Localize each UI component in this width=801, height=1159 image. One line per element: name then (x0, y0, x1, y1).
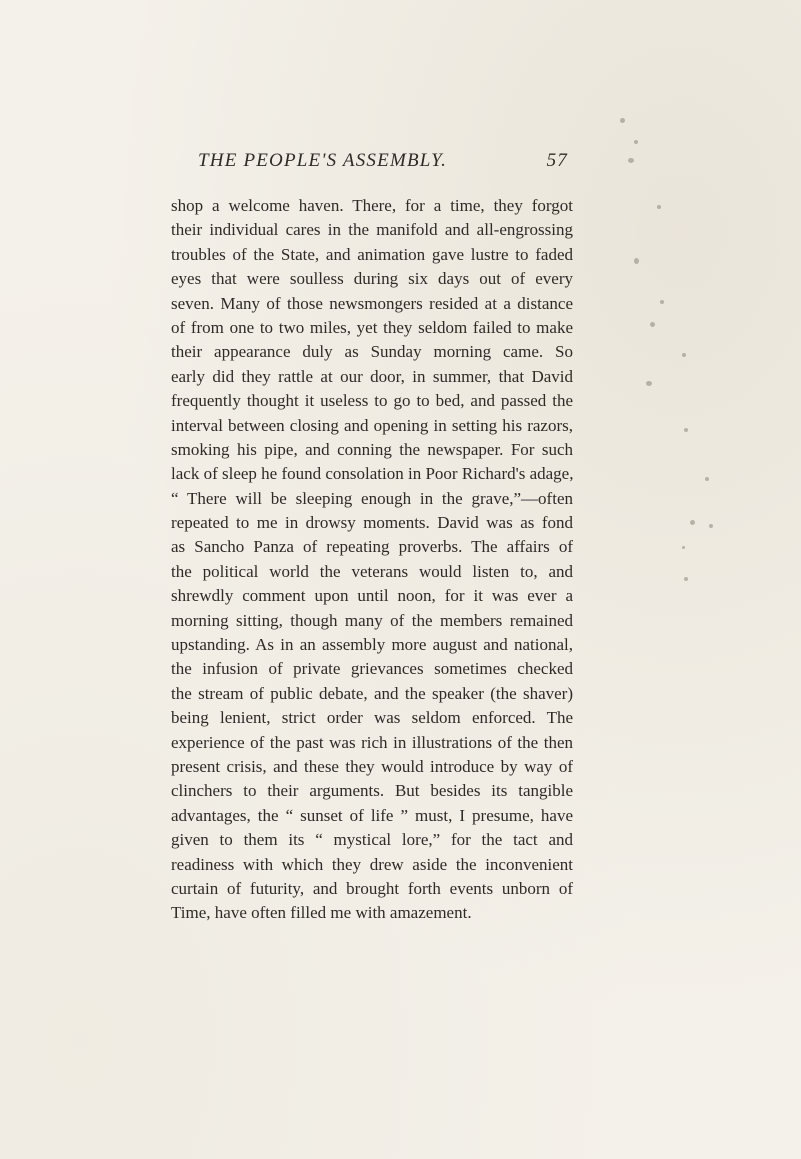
text-line: early did they rattle at our door, in summer, that David (171, 366, 573, 386)
text-line: the infusion of private grievances sometimes checked (171, 659, 573, 679)
text-line: as Sancho Panza of repeating proverbs. The affairs of (171, 537, 573, 557)
text-line: the stream of public debate, and the speaker (the shaver) (171, 683, 573, 703)
text-line: interval between closing and opening in setting his razors, (171, 415, 573, 435)
text-line: being lenient, strict order was seldom enforced. The (171, 708, 573, 728)
text-line: of from one to two miles, yet they seldom failed to make (171, 317, 573, 337)
text-line: clinchers to their arguments. But besides its tangible (171, 781, 573, 801)
running-title: THE PEOPLE'S ASSEMBLY. (198, 150, 448, 171)
text-line: shop a welcome haven. There, for a time, they forgot (171, 196, 573, 215)
text-line: upstanding. As in an assembly more august and national, (171, 635, 573, 655)
text-line: lack of sleep he found consolation in Poor Richard's adage, (171, 464, 573, 484)
text-line: repeated to me in drowsy moments. David was as fond (171, 513, 573, 533)
text-line: troubles of the State, and animation gave lustre to faded (171, 244, 573, 264)
text-line: shrewdly comment upon until noon, for it was ever a (171, 586, 573, 606)
text-line: smoking his pipe, and conning the newspaper. For such (171, 439, 573, 459)
page-number: 57 (546, 150, 568, 171)
text-line: morning sitting, though many of the members remained (171, 610, 573, 630)
text-line: advantages, the “ sunset of life ” must, I presume, have (171, 805, 573, 825)
text-line: the political world the veterans would listen to, and (171, 561, 573, 581)
text-line: seven. Many of those newsmongers resided at a distance (171, 293, 573, 313)
running-head (198, 150, 568, 176)
body-text (171, 194, 573, 926)
text-line: readiness with which they drew aside the inconvenient (171, 854, 573, 874)
text-line: given to them its “ mystical lore,” for the tact and (171, 830, 573, 850)
text-line: Time, have often filled me with amazement. (171, 903, 472, 923)
text-line: present crisis, and these they would introduce by way of (171, 756, 573, 776)
text-line: experience of the past was rich in illustrations of the then (171, 732, 573, 752)
text-line: their appearance duly as Sunday morning came. So (171, 342, 573, 362)
text-line: curtain of futurity, and brought forth events unborn of (171, 878, 573, 898)
text-line: their individual cares in the manifold and all-engrossing (171, 220, 573, 240)
text-line: eyes that were soulless during six days out of every (171, 269, 573, 289)
text-line: frequently thought it useless to go to bed, and passed the (171, 391, 573, 411)
text-line: “ There will be sleeping enough in the grave,”—often (171, 488, 573, 508)
